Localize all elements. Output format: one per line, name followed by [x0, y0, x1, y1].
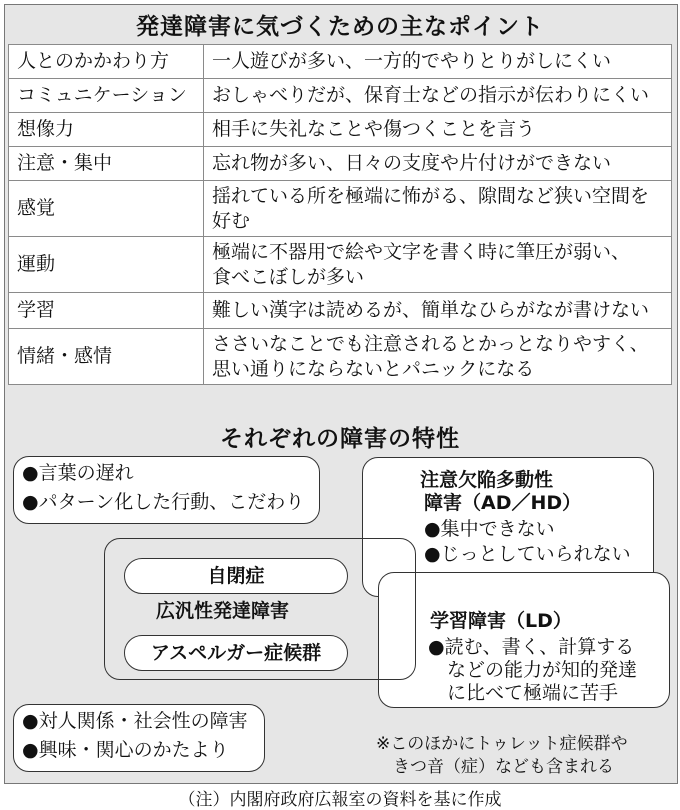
table-row — [9, 45, 672, 79]
table-row — [9, 237, 672, 293]
adhd-item: ●集中できない — [424, 518, 555, 540]
row-text: 一人遊びが多い、一方的でやりとりがしにくい — [204, 45, 672, 79]
row-label: コミュニケーション — [9, 79, 204, 113]
asperger-pill: アスペルガー症候群 — [124, 635, 348, 671]
row-label: 人とのかかわり方 — [9, 45, 204, 79]
row-text-line: ささいなことでも注意されるとかっとなりやすく、 — [212, 332, 649, 355]
callout-item: ●パターン化した行動、こだわり — [22, 491, 305, 513]
points-table — [8, 44, 672, 385]
row-text-line: 思い通りにならないとパニックになる — [212, 357, 535, 380]
ld-item: ●読む、書く、計算する — [428, 636, 635, 658]
autism-pill: 自閉症 — [124, 558, 348, 594]
table-row — [9, 113, 672, 147]
row-text — [204, 237, 672, 293]
adhd-item: ●じっとしていられない — [424, 543, 631, 565]
row-label: 運動 — [9, 237, 204, 293]
adhd-title: 障害（AD／HD） — [424, 492, 582, 514]
source-note: （注）内閣府政府広報室の資料を基に作成 — [178, 790, 502, 810]
pdd-label: 広汎性発達障害 — [156, 600, 290, 622]
traits-title: それぞれの障害の特性 — [220, 426, 460, 452]
row-text: 相手に失礼なことや傷つくことを言う — [204, 113, 672, 147]
row-text — [204, 329, 672, 385]
points-title: 発達障害に気づくための主なポイント — [136, 14, 544, 40]
row-label: 学習 — [9, 293, 204, 329]
note-line: ※このほかにトゥレット症候群や — [376, 734, 628, 754]
ld-item: などの能力が知的発達 — [447, 659, 638, 681]
row-text-line: 揺れている所を極端に怖がる、隙間など狭い空間を — [212, 184, 650, 207]
callout-item: ●興味・関心のかたより — [22, 739, 229, 761]
callout-item: ●言葉の遅れ — [22, 462, 134, 484]
row-text-line: 極端に不器用で絵や文字を書く時に筆圧が弱い、 — [212, 240, 631, 263]
table-row — [9, 147, 672, 181]
row-label: 想像力 — [9, 113, 204, 147]
row-text-line: 好む — [212, 209, 251, 232]
row-text-line: 食べこぼしが多い — [212, 265, 365, 288]
row-text: 難しい漢字は読めるが、簡単なひらがなが書けない — [204, 293, 672, 329]
ld-item: に比べて極端に苦手 — [447, 682, 619, 704]
row-text: おしゃべりだが、保育士などの指示が伝わりにくい — [204, 79, 672, 113]
row-label: 感覚 — [9, 181, 204, 237]
row-text — [204, 181, 672, 237]
table-row — [9, 181, 672, 237]
row-label: 情緒・感情 — [9, 329, 204, 385]
table-row — [9, 293, 672, 329]
callout-item: ●対人関係・社会性の障害 — [22, 710, 248, 732]
adhd-title: 注意欠陥多動性 — [420, 469, 554, 491]
table-row — [9, 329, 672, 385]
ld-title: 学習障害（LD） — [430, 610, 572, 632]
note-line: きつ音（症）なども含まれる — [393, 757, 614, 777]
row-label: 注意・集中 — [9, 147, 204, 181]
row-text: 忘れ物が多い、日々の支度や片付けができない — [204, 147, 672, 181]
table-row — [9, 79, 672, 113]
